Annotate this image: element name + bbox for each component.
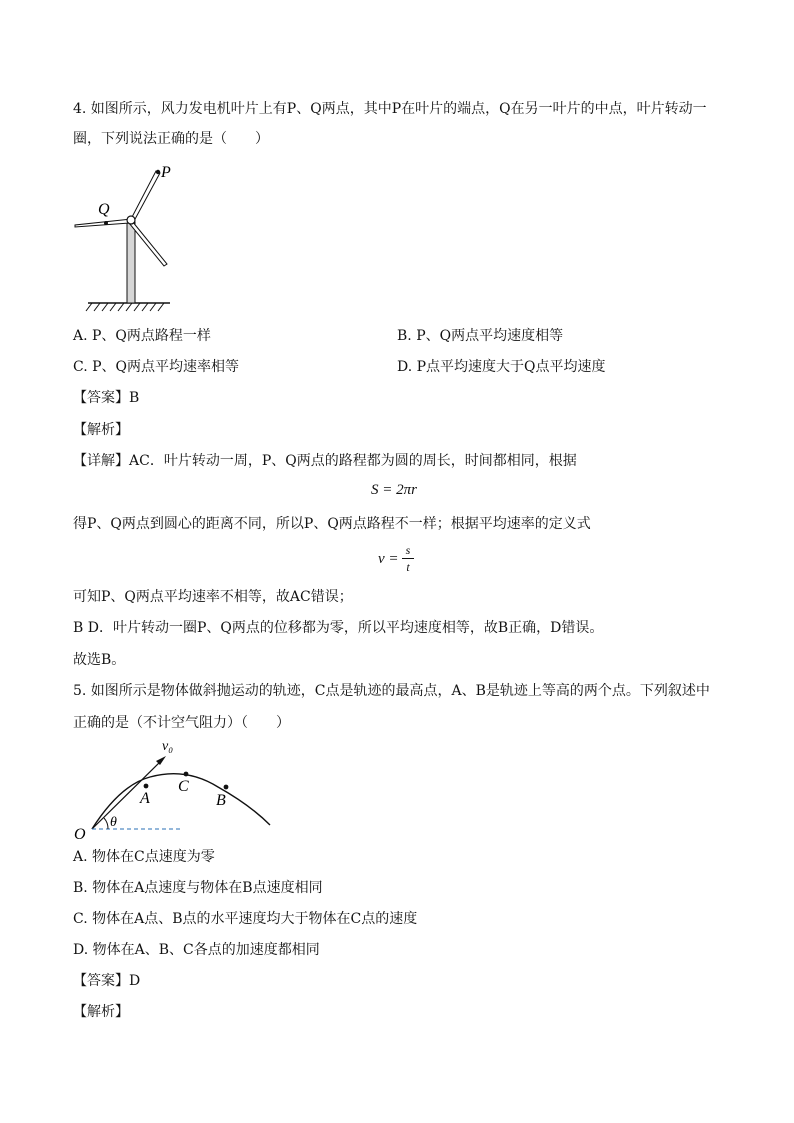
- fig-label-theta: θ: [110, 815, 117, 830]
- q5-analysis-label: 【解析】: [73, 1004, 129, 1020]
- q5-option-d: D. 物体在A、B、C各点的加速度都相同: [73, 942, 320, 958]
- q5-stem-line2: 正确的是（不计空气阻力）（ ）: [73, 715, 290, 731]
- fig-label-o: O: [74, 826, 86, 843]
- fraction-numerator: s: [405, 543, 411, 557]
- q4-detail-line2: 得P、Q两点到圆心的距离不同，所以P、Q两点路程不一样；根据平均速率的定义式: [73, 516, 591, 532]
- fraction-denominator: t: [406, 560, 410, 574]
- q4-stem-line1: 4. 如图所示，风力发电机叶片上有P、Q两点，其中P在叶片的端点，Q在另一叶片的中点，叶片转动一: [73, 101, 707, 117]
- q4-detail-line4: B D．叶片转动一圈P、Q两点的位移都为零，所以平均速度相等，故B正确，D错误。: [73, 620, 604, 636]
- fig-label-q: Q: [98, 201, 110, 218]
- formula-circumference: S = 2πr: [371, 482, 417, 498]
- q4-option-d: D. P点平均速度大于Q点平均速度: [397, 359, 606, 375]
- q4-detail-line1: 【详解】AC．叶片转动一周，P、Q两点的路程都为圆的周长，时间都相同，根据: [73, 453, 577, 469]
- q4-conclusion: 故选B。: [73, 652, 126, 668]
- projectile-figure: [70, 733, 280, 843]
- fig-label-p: P: [161, 164, 171, 181]
- fig-label-a: A: [140, 790, 150, 807]
- windmill-figure: [70, 158, 200, 314]
- q4-option-c: C. P、Q两点平均速率相等: [73, 359, 240, 375]
- q4-stem-line2: 圈，下列说法正确的是（ ）: [73, 131, 269, 147]
- q4-option-a: A. P、Q两点路程一样: [73, 328, 211, 344]
- q4-detail-line3: 可知P、Q两点平均速率不相等，故AC错误；: [73, 589, 353, 605]
- formula-speed-fraction: [402, 542, 414, 575]
- fig-label-b: B: [216, 792, 226, 809]
- q5-stem-line1: 5. 如图所示是物体做斜抛运动的轨迹，C点是轨迹的最高点，A、B是轨迹上等高的两个点。下列叙述中: [73, 683, 710, 699]
- q4-answer: 【答案】B: [73, 390, 140, 406]
- q5-option-a: A. 物体在C点速度为零: [73, 849, 215, 865]
- q5-option-c: C. 物体在A点、B点的水平速度均大于物体在C点的速度: [73, 911, 418, 927]
- q5-option-b: B. 物体在A点速度与物体在B点速度相同: [73, 880, 323, 896]
- fig-label-v0: v₀: [162, 739, 174, 754]
- formula-speed-lhs: v =: [378, 551, 399, 567]
- q5-answer: 【答案】D: [73, 973, 141, 989]
- fig-label-c: C: [178, 778, 189, 795]
- q4-option-b: B. P、Q两点平均速度相等: [397, 328, 564, 344]
- q4-analysis-label: 【解析】: [73, 422, 129, 438]
